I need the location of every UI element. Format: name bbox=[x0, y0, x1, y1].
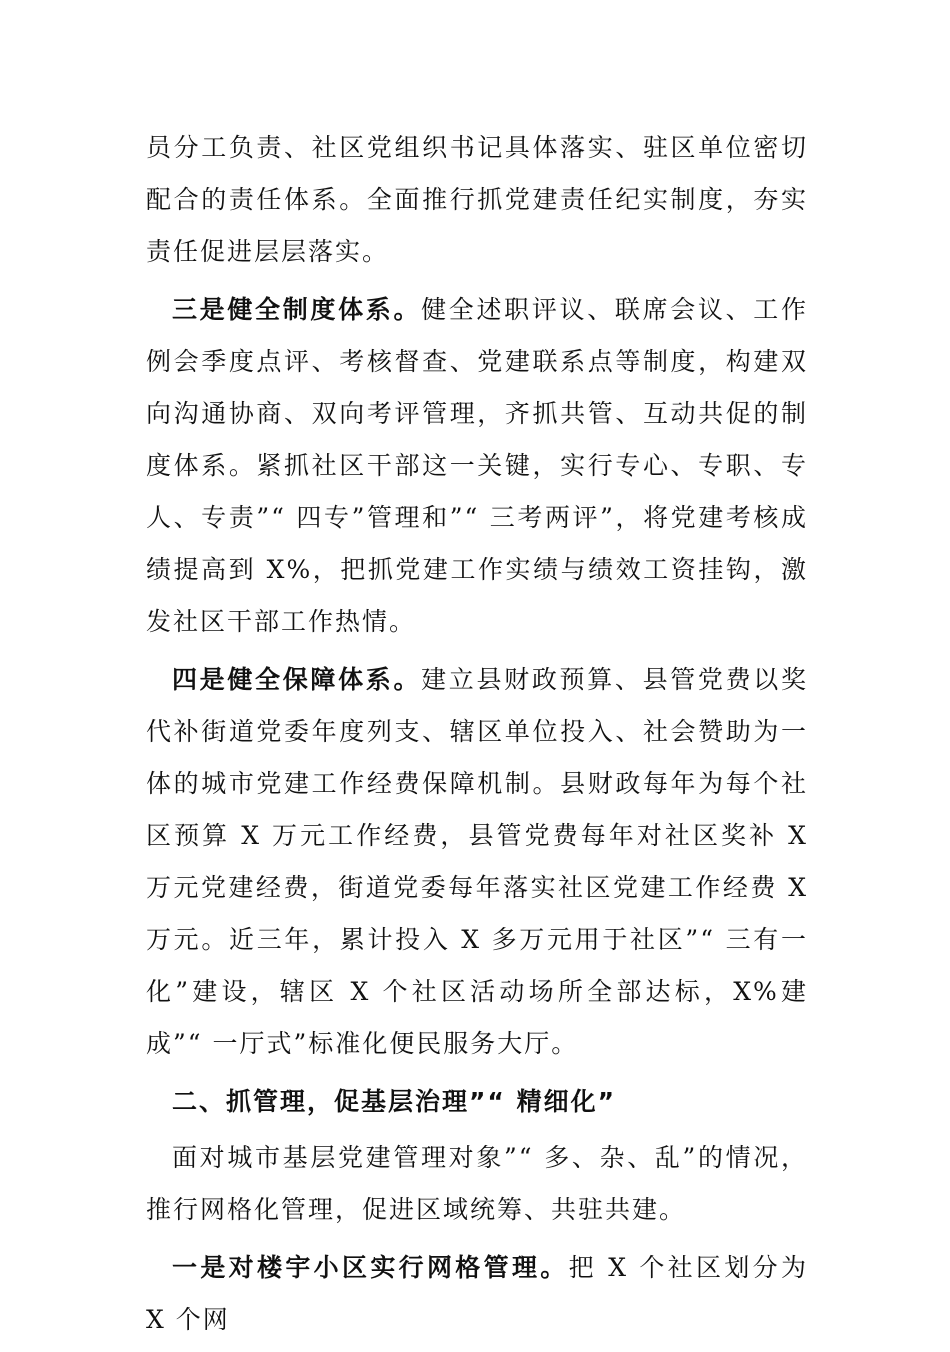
paragraph-guarantee-system bbox=[146, 654, 808, 1070]
paragraph-text: 把 X 个社区划分为 X 个网 bbox=[146, 1253, 808, 1334]
paragraph-text: 面对城市基层党建管理对象”“ 多、杂、乱”的情况，推行网格化管理，促进区域统筹、共驻共建。 bbox=[146, 1143, 808, 1224]
paragraph-building-grid bbox=[146, 1242, 808, 1346]
section-heading: 二、抓管理，促基层治理”“ 精细化” bbox=[172, 1087, 616, 1116]
paragraph-text: 健全述职评议、联席会议、工作例会季度点评、考核督查、党建联系点等制度，构建双向沟通协商、双向考评管理，齐抓共管、互动共促的制度体系。紧抓社区干部这一关键，实行专心、专职、专人、专责”“ 四专”管理和”“ 三考两评”，将党建考核成绩提高到 X%，把抓党建工作实绩与绩效工资挂钩，激发社区干部工作热情。 bbox=[146, 295, 808, 636]
paragraph-responsibility-system bbox=[146, 122, 808, 278]
paragraph-institution-system bbox=[146, 284, 808, 648]
paragraph-text: 员分工负责、社区党组织书记具体落实、驻区单位密切配合的责任体系。全面推行抓党建责任纪实制度，夯实责任促进层层落实。 bbox=[146, 133, 808, 266]
paragraph-grid-management-intro bbox=[146, 1132, 808, 1236]
paragraph-lead: 一是对楼宇小区实行网格管理。 bbox=[172, 1253, 569, 1282]
paragraph-lead: 三是健全制度体系。 bbox=[172, 295, 422, 324]
paragraph-lead: 四是健全保障体系。 bbox=[172, 665, 422, 694]
paragraph-text: 建立县财政预算、县管党费以奖代补街道党委年度列支、辖区单位投入、社会赞助为一体的城市党建工作经费保障机制。县财政每年为每个社区预算 X 万元工作经费，县管党费每年对社区奖补 X 万元党建经费，街道党委每年落实社区党建工作经费 X 万元。近三年，累计投入 X 多万元用于社区”“ 三有一化”建设，辖区 X 个社区活动场所全部达标，X%建成”“ 一厅式”标准化便民服务大厅。 bbox=[146, 665, 808, 1058]
document-body bbox=[146, 122, 808, 1352]
